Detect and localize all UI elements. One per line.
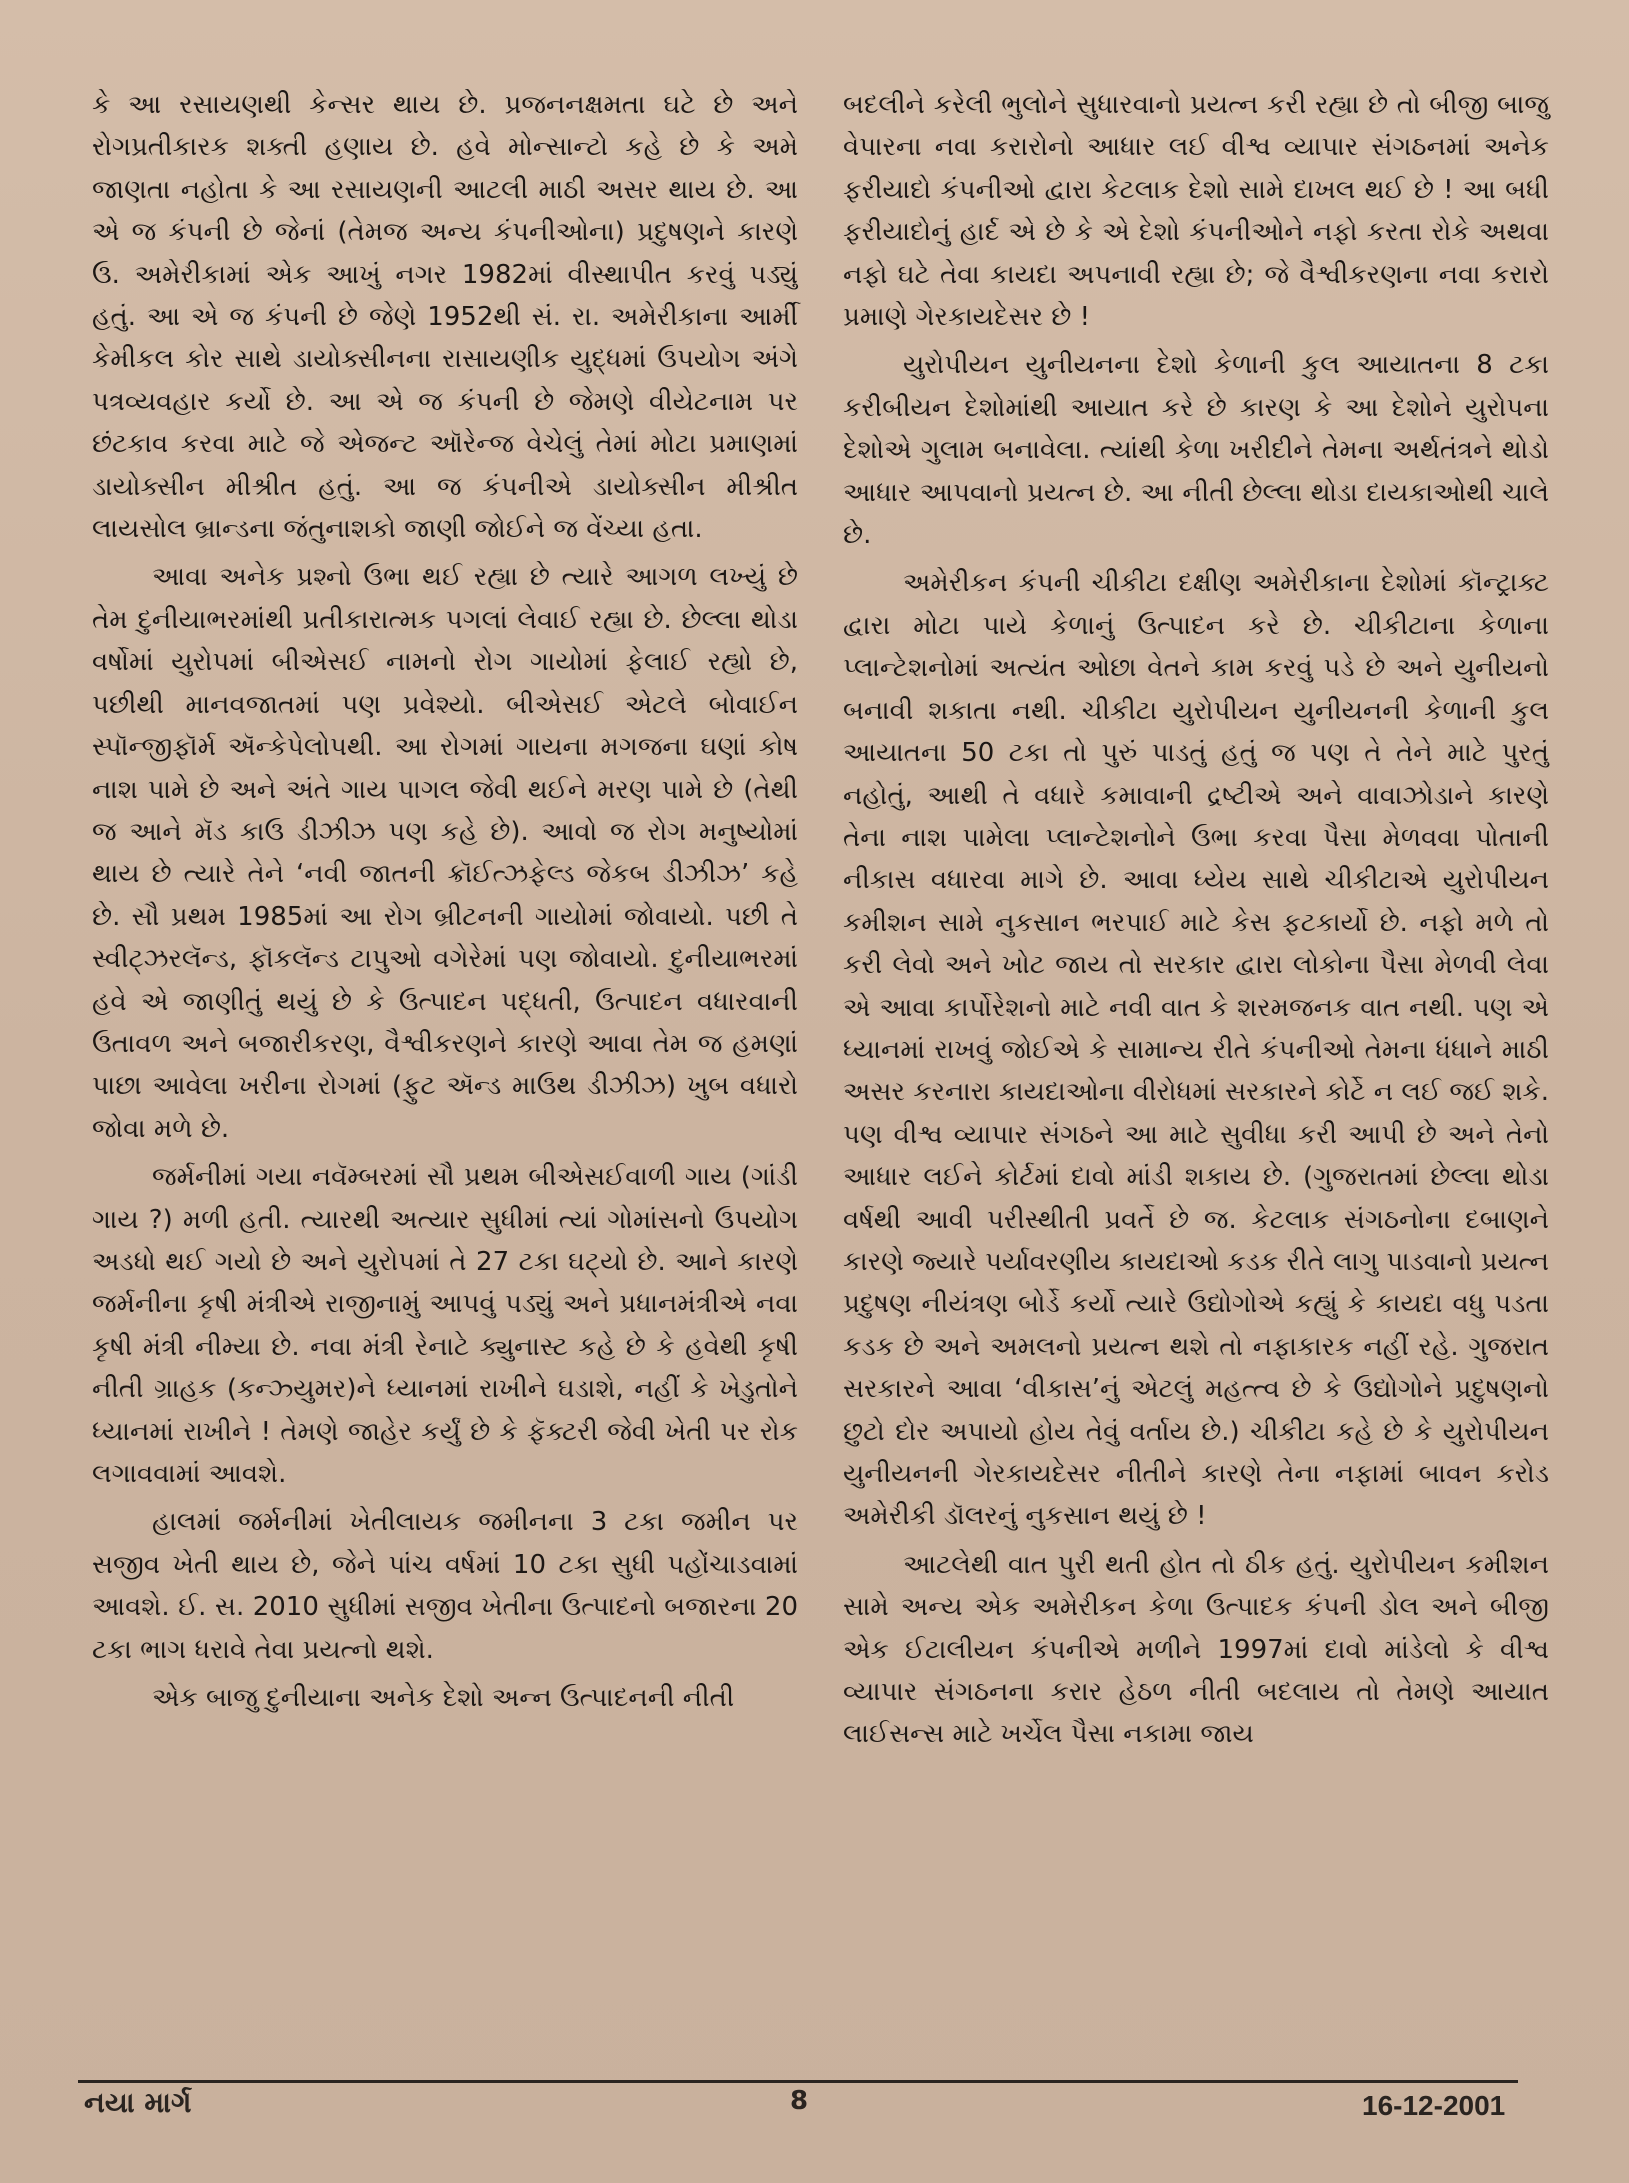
paragraph: કે આ રસાયણથી કેન્સર થાય છે. પ્રજનનક્ષમતા ઘટે છે અને રોગપ્રતીકારક શક્તી હણાય છે. હવે મોન્સાન્ટો કહે છે કે અમે જાણતા નહોતા કે આ રસાયણની આટલી માઠી અસર થાય છે. આ એ જ કંપની છે જેનાં (તેમજ અન્ય કંપનીઓના) પ્રદુષણને કારણે ઉ. અમેરીકામાં એક આખું નગર 1982માં વીસ્થાપીત કરવું પડ્યું હતું. આ એ જ કંપની છે જેણે 1952થી સં. રા. અમેરીકાના આર્મી કેમીકલ કોર સાથે ડાયોક્સીનના રાસાયણીક યુદ્ધમાં ઉપયોગ અંગે પત્રવ્યવહાર કર્યો છે. આ એ જ કંપની છે જેમણે વીયેટનામ પર છંટકાવ કરવા માટે જે એજન્ટ ઑરેન્જ વેચેલું તેમાં મોટા પ્રમાણમાં ડાયોક્સીન મીશ્રીત હતું. આ જ કંપનીએ ડાયોક્સીન મીશ્રીત લાયસોલ બ્રાન્ડના જંતુનાશકો જાણી જોઈને જ વેંચ્યા હતા. [92, 90, 798, 545]
paragraph: એક બાજુ દુનીયાના અનેક દેશો અન્ન ઉત્પાદનની નીતી [152, 1683, 735, 1714]
paragraph: બદલીને કરેલી ભુલોને સુધારવાનો પ્રયત્ન કરી રહ્યા છે તો બીજી બાજુ વેપારના નવા કરારોનો આધાર લઈ વીશ્વ વ્યાપાર સંગઠનમાં અનેક ફરીયાદો કંપનીઓ દ્વારા કેટલાક દેશો સામે દાખલ થઈ છે ! આ બધી ફરીયાદોનું હાર્દ એ છે કે એ દેશો કંપનીઓને નફો કરતા રોકે અથવા નફો ઘટે તેવા કાયદા અપનાવી રહ્યા છે; જે વૈશ્વીકરણના નવા કરારો પ્રમાણે ગેરકાયદેસર છે ! [843, 90, 1549, 333]
paragraph: જર્મનીમાં ગયા નવૅમ્બરમાં સૌ પ્રથમ બીએસઈવાળી ગાય (ગાંડી ગાય ?) મળી હતી. ત્યારથી અત્યાર સુધીમાં ત્યાં ગોમાંસનો ઉપયોગ અડધો થઈ ગયો છે અને યુરોપમાં તે 27 ટકા ઘટ્યો છે. આને કારણે જર્મનીના કૃષી મંત્રીએ રાજીનામું આપવું પડ્યું અને પ્રધાનમંત્રીએ નવા કૃષી મંત્રી નીમ્યા છે. નવા મંત્રી રેનાટે ક્યુનાસ્ટ કહે છે કે હવેથી કૃષી નીતી ગ્રાહક (કન્ઝ્યુમર)ને ધ્યાનમાં રાખીને ઘડાશે, નહીં કે ખેડુતોને ધ્યાનમાં રાખીને ! તેમણે જાહેર કર્યું છે કે ફૅક્ટરી જેવી ખેતી પર રોક લગાવવામાં આવશે. [92, 1162, 798, 1489]
publication-name: નયા માર્ગ [84, 2086, 192, 2119]
footer-rule [78, 2080, 1518, 2083]
paragraph: અમેરીકન કંપની ચીકીટા દક્ષીણ અમેરીકાના દેશોમાં કૉન્ટ્રાક્ટ દ્વારા મોટા પાયે કેળાનું ઉત્પાદન કરે છે. ચીકીટાના કેળાના પ્લાન્ટેશનોમાં અત્યંત ઓછા વેતને કામ કરવું પડે છે અને યુનીયનો બનાવી શકાતા નથી. ચીકીટા યુરોપીયન યુનીયનની કેળાની કુલ આયાતના 50 ટકા તો પુરું પાડતું હતું જ પણ તે તેને માટે પુરતું નહોતું, આથી તે વધારે કમાવાની દ્રષ્ટીએ અને વાવાઝોડાને કારણે તેના નાશ પામેલા પ્લાન્ટેશનોને ઉભા કરવા પૈસા મેળવવા પોતાની નીકાસ વધારવા માગે છે. આવા ધ્યેય સાથે ચીકીટાએ યુરોપીયન કમીશન સામે નુકસાન ભરપાઈ માટે કેસ ફટકાર્યો છે. નફો મળે તો કરી લેવો અને ખોટ જાય તો સરકાર દ્વારા લોકોના પૈસા મેળવી લેવા એ આવા કાર્પોરેશનો માટે નવી વાત કે શરમજનક વાત નથી. પણ એ ધ્યાનમાં રાખવું જોઈએ કે સામાન્ય રીતે કંપનીઓ તેમના ધંધાને માઠી અસર કરનારા કાયદાઓના વીરોધમાં સરકારને કોર્ટે ન લઈ જઈ શકે. પણ વીશ્વ વ્યાપાર સંગઠને આ માટે સુવીધા કરી આપી છે અને તેનો આધાર લઈને કોર્ટમાં દાવો માંડી શકાય છે. (ગુજરાતમાં છેલ્લા થોડા વર્ષથી આવી પરીસ્થીતી પ્રવર્તે છે જ. કેટલાક સંગઠનોના દબાણને કારણે જ્યારે પર્યાવરણીય કાયદાઓ કડક રીતે લાગુ પાડવાનો પ્રયત્ન પ્રદુષણ નીયંત્રણ બોર્ડે કર્યો ત્યારે ઉદ્યોગોએ કહ્યું કે કાયદા વધુ પડતા કડક છે અને અમલનો પ્રયત્ન થશે તો નફાકારક નહીં રહે. ગુજરાત સરકારને આવા ‘વીકાસ’નું એટલું મહત્ત્વ છે કે ઉદ્યોગોને પ્રદુષણનો છુટો દોર અપાયો હોય તેવું વર્તાય છે.) ચીકીટા કહે છે કે યુરોપીયન યુનીયનની ગેરકાયદેસર નીતીને કારણે તેના નફામાં બાવન કરોડ અમેરીકી ડૉલરનું નુકસાન થયું છે ! [843, 568, 1549, 1532]
issue-date: 16-12-2001 [1362, 2090, 1506, 2121]
right-column [843, 84, 1549, 1756]
paragraph: આટલેથી વાત પુરી થતી હોત તો ઠીક હતું. યુરોપીયન કમીશન સામે અન્ય એક અમેરીકન કેળા ઉત્પાદક કંપની ડોલ અને બીજી એક ઈટાલીયન કંપનીએ મળીને 1997માં દાવો માંડેલો કે વીશ્વ વ્યાપાર સંગઠનના કરાર હેઠળ નીતી બદલાય તો તેમણે આયાત લાઈસન્સ માટે ખર્ચેલ પૈસા નકામા જાય [843, 1549, 1549, 1750]
paragraph: હાલમાં જર્મનીમાં ખેતીલાયક જમીનના 3 ટકા જમીન પર સજીવ ખેતી થાય છે, જેને પાંચ વર્ષમાં 10 ટકા સુધી પહોંચાડવામાં આવશે. ઈ. સ. 2010 સુધીમાં સજીવ ખેતીના ઉત્પાદનો બજારના 20 ટકા ભાગ ધરાવે તેવા પ્રયત્નો થશે. [92, 1507, 798, 1665]
left-column [92, 84, 798, 1719]
paragraph: યુરોપીયન યુનીયનના દેશો કેળાની કુલ આયાતના 8 ટકા કરીબીયન દેશોમાંથી આયાત કરે છે કારણ કે આ દેશોને યુરોપના દેશોએ ગુલામ બનાવેલા. ત્યાંથી કેળા ખરીદીને તેમના અર્થતંત્રને થોડો આધાર આપવાનો પ્રયત્ન છે. આ નીતી છેલ્લા થોડા દાયકાઓથી ચાલે છે. [843, 350, 1549, 551]
paragraph: આવા અનેક પ્રશ્નો ઉભા થઈ રહ્યા છે ત્યારે આગળ લખ્યું છે તેમ દુનીયાભરમાંથી પ્રતીકારાત્મક પગલાં લેવાઈ રહ્યા છે. છેલ્લા થોડા વર્ષોમાં યુરોપમાં બીએસઈ નામનો રોગ ગાયોમાં ફેલાઈ રહ્યો છે, પછીથી માનવજાતમાં પણ પ્રવેશ્યો. બીએસઈ એટલે બોવાઈન સ્પૉન્જીફૉર્મ ઍન્કેપેલોપથી. આ રોગમાં ગાયના મગજના ઘણાં કોષ નાશ પામે છે અને અંતે ગાય પાગલ જેવી થઈને મરણ પામે છે (તેથી જ આને મૅડ કાઉ ડીઝીઝ પણ કહે છે). આવો જ રોગ મનુષ્યોમાં થાય છે ત્યારે તેને ‘નવી જાતની ક્રૉઈત્ઝફેલ્ડ જેકબ ડીઝીઝ’ કહે છે. સૌ પ્રથમ 1985માં આ રોગ બ્રીટનની ગાયોમાં જોવાયો. પછી તે સ્વીટ્ઝરલૅન્ડ, ફૉકલૅન્ડ ટાપુઓ વગેરેમાં પણ જોવાયો. દુનીયાભરમાં હવે એ જાણીતું થયું છે કે ઉત્પાદન પદ્ધતી, ઉત્પાદન વધારવાની ઉતાવળ અને બજારીકરણ, વૈશ્વીકરણને કારણે આવા તેમ જ હમણાં પાછા આવેલા ખરીના રોગમાં (ફુટ ઍન્ડ માઉથ ડીઝીઝ) ખુબ વધારો જોવા મળે છે. [92, 562, 798, 1144]
page-number: 8 [790, 2086, 809, 2116]
